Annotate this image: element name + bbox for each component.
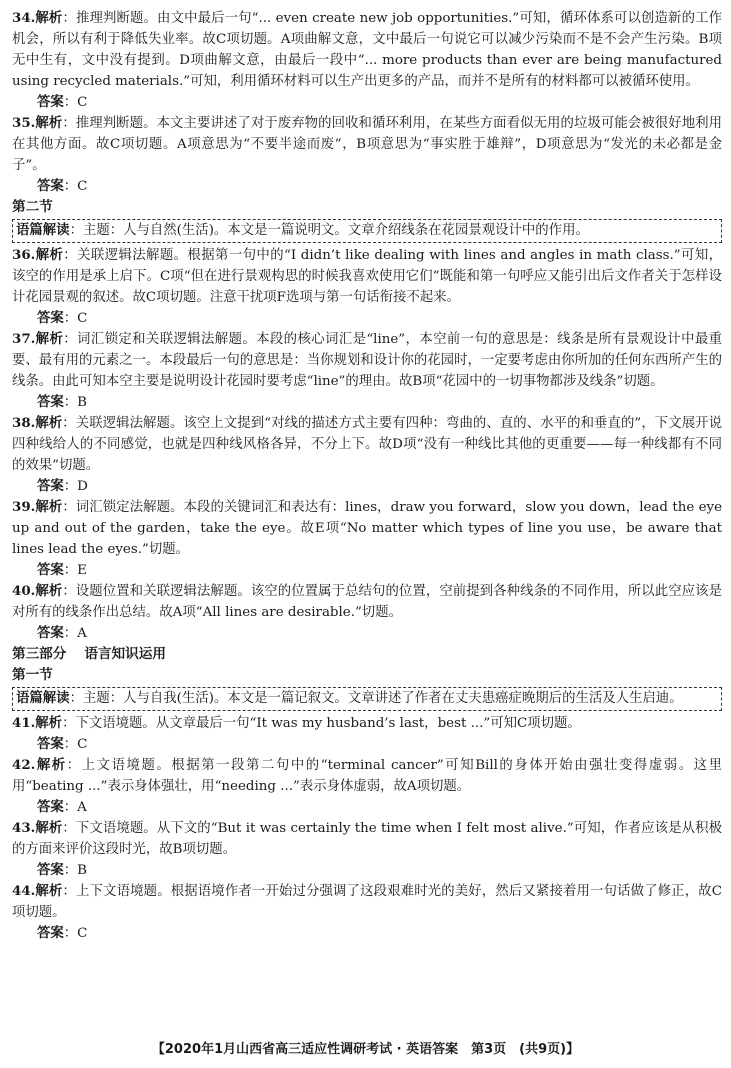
question-44-answer: 答案：C: [37, 926, 88, 941]
question-34-answer: 答案：C: [37, 95, 88, 110]
section-1-heading: 第一节: [12, 667, 53, 683]
reading-summary-box-2: 语篇解读：主题：人与自我(生活)。本文是一篇记叙文。文章讲述了作者在丈夫患癌症晚期后的生活及人生启迪。: [12, 687, 722, 711]
question-42-answer: 答案：A: [37, 800, 87, 815]
section-2-heading: 第二节: [12, 199, 53, 215]
reading-summary-box-1: 语篇解读：主题：人与自然(生活)。本文是一篇说明文。文章介绍线条在花园景观设计中的作用。: [12, 219, 722, 243]
page-footer: 【2020年1月山西省高三适应性调研考试 · 英语答案 第3页 (共9页)】: [151, 1042, 580, 1057]
question-34-analysis: 34.解析：推理判断题。由文中最后一句“... even create new job opportunities.”可知，循环体系可以创造新的工作机会，所以有利于降低失业率。故C项切题。A项曲解文意，文中最后一句说它可以减少污染而不是不会产生污染。B项无中生有，文中没有提到。D项曲解文意，由最后一段中“... more products than ever are being manufactured using recycled materials.”可知，利用循环材料可以生产出更多的产品，而并不是所有的材料都可以被循环使用。: [12, 10, 722, 89]
question-42-analysis: 42.解析：上文语境题。根据第一段第二句中的“terminal cancer”可知Bill的身体开始由强壮变得虚弱。这里用“beating ...”表示身体强壮，用“needing ...”表示身体虚弱，故A项切题。: [12, 757, 723, 794]
question-35-answer: 答案：C: [37, 179, 88, 194]
question-37-answer: 答案：B: [37, 395, 88, 410]
question-40-analysis: 40.解析：设题位置和关联逻辑法解题。该空的位置属于总结句的位置，空前提到各种线条的不同作用，所以此空应该是对所有的线条作出总结。故A项“All lines are desirable.”切题。: [12, 583, 723, 620]
question-38-analysis: 38.解析：关联逻辑法解题。该空上文提到“对线的描述方式主要有四种：弯曲的、直的、水平的和垂直的”，下文展开说四种线给人的不同感觉，也就是四种线风格各异，不分上下。故D项“没有一种线比其他的更重要——每一种线都有不同的效果”切题。: [12, 415, 722, 473]
question-44-analysis: 44.解析：上下文语境题。根据语境作者一开始过分强调了这段艰难时光的美好，然后又紧接着用一句话做了修正，故C项切题。: [12, 883, 723, 920]
question-39-answer: 答案：E: [37, 563, 87, 578]
question-38-answer: 答案：D: [37, 479, 88, 494]
question-41-answer: 答案：C: [37, 737, 88, 752]
answer-page: [12, 6, 722, 944]
question-37-analysis: 37.解析：词汇锁定和关联逻辑法解题。本段的核心词汇是“line”，本空前一句的意思是：线条是所有景观设计中最重要、最有用的元素之一。本段最后一句的意思是：当你规划和设计你的花园时，一定要考虑由你所加的任何东西所产生的线条。由此可知本空主要是说明设计花园时要考虑“line”的理由。故B项“花园中的一切事物都涉及线条”切题。: [12, 331, 723, 389]
part-3-heading: 第三部分 语言知识运用: [12, 646, 166, 662]
question-43-analysis: 43.解析：下文语境题。从下文的“But it was certainly the time when I felt most alive.”可知，作者应该是从积极的方面来评价这段时光，故B项切题。: [12, 820, 723, 857]
question-40-answer: 答案：A: [37, 626, 87, 641]
question-43-answer: 答案：B: [37, 863, 88, 878]
question-41-analysis: 41.解析：下文语境题。从文章最后一句“It was my husband’s last，best ...”可知C项切题。: [12, 715, 581, 731]
question-39-analysis: 39.解析：词汇锁定法解题。本段的关键词汇和表达有：lines，draw you forward，slow you down，lead the eye up and out of the garden，take the eye。故E项“No matter which types of line you use，be aware that lines lead the eyes.”切题。: [12, 499, 722, 557]
question-35-analysis: 35.解析：推理判断题。本文主要讲述了对于废弃物的回收和循环利用，在某些方面看似无用的垃圾可能会被很好地利用在其他方面。故C项切题。A项意思为“不要半途而废”，B项意思为“事实胜于雄辩”，D项意思为“发光的未必都是金子”。: [12, 115, 723, 173]
question-36-analysis: 36.解析：关联逻辑法解题。根据第一句中的“I didn’t like dealing with lines and angles in math class.”可知，该空的作用是承上启下。C项“但在进行景观构思的时候我喜欢使用它们”既能和第一句呼应又能引出后文作者关于怎样设计花园景观的叙述。故C项切题。注意干扰项F选项与第一句话衔接不起来。: [12, 247, 723, 305]
question-36-answer: 答案：C: [37, 311, 88, 326]
